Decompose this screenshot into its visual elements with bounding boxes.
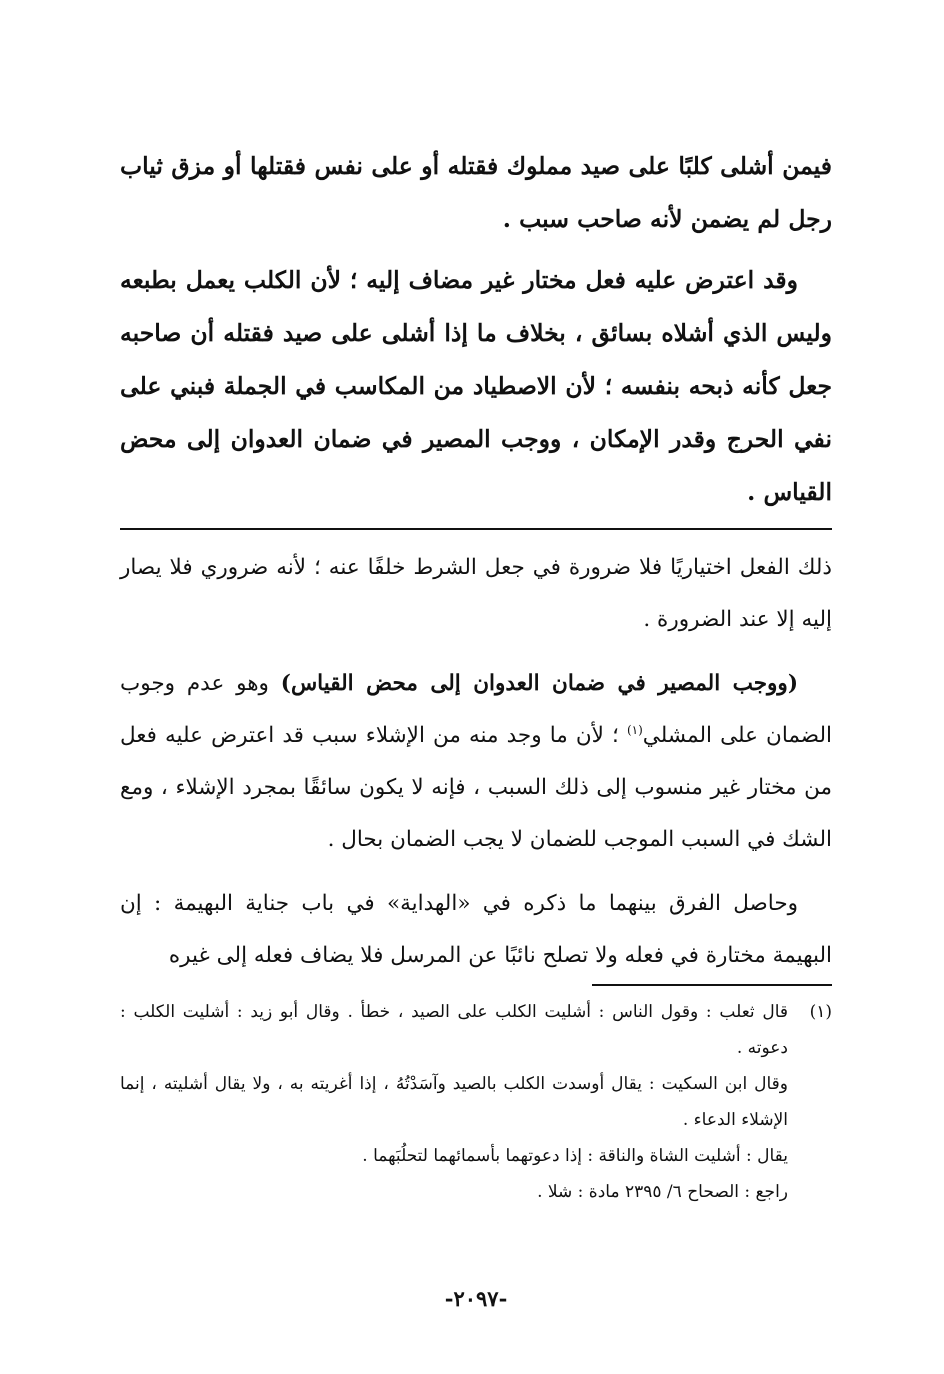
footnote-body: [120, 994, 788, 1210]
commentary-text-segment: وهو عدم وجوب الضمان على المشلي: [120, 671, 832, 748]
footnote-reference[interactable]: (١): [626, 722, 643, 737]
main-paragraph-1: فيمن أشلى كلبًا على صيد مملوك فقتله أو على نفس فقتلها أو مزق ثياب رجل لم يضمن لأنه صاحب سبب .: [120, 152, 832, 233]
footnote-line: وقال ابن السكيت : يقال أوسدت الكلب بالصيد وآسَدْتُهُ ، إذا أغريته به ، ولا يقال أشليته ، إنما الإشلاء الدعاء .: [120, 1074, 788, 1130]
footnote-divider: [592, 984, 832, 986]
commentary-paragraph-3: وحاصل الفرق بينهما ما ذكره في «الهداية» في باب جناية البهيمة : إن البهيمة مختارة في فعله ولا تصلح نائبًا عن المرسل فلا يضاف فعله إلى غيره: [120, 891, 832, 968]
commentary-text: [120, 542, 832, 994]
book-page: [120, 0, 832, 1374]
footnote-1: [120, 994, 832, 1210]
commentary-paragraph-1: ذلك الفعل اختياريًا فلا ضرورة في جعل الشرط خلفًا عنه ؛ لأنه ضروري فلا يصار إليه إلا عند الضرورة .: [120, 555, 832, 632]
footnote-line: راجع : الصحاح ٦/ ٢٣٩٥ مادة : شلا .: [537, 1182, 788, 1202]
footnote-line: يقال : أشليت الشاة والناقة : إذا دعوتهما بأسمائهما لتحلُبَهما .: [362, 1146, 788, 1166]
main-text: [120, 140, 832, 527]
text-divider: [120, 528, 832, 530]
page-number: -٢٠٩٧-: [444, 1286, 508, 1311]
footnote-line: قال ثعلب : وقول الناس : أشليت الكلب على الصيد ، خطأ . وقال أبو زيد : أشليت الكلب : دعوته .: [120, 1002, 788, 1058]
main-paragraph-2: وقد اعترض عليه فعل مختار غير مضاف إليه ؛ لأن الكلب يعمل بطبعه وليس الذي أشلاه بسائق ، بخلاف ما إذا أشلى على صيد فقتله أن صاحبه جعل كأنه ذبحه بنفسه ؛ لأن الاصطياد من المكاسب في الجملة فبني على نفي الحرج وقدر الإمكان ، ووجب المصير في ضمان العدوان إلى محض القياس .: [120, 266, 832, 506]
quoted-phrase: (ووجب المصير في ضمان العدوان إلى محض القياس): [280, 671, 798, 696]
commentary-text-segment: ؛ لأن ما وجد منه من الإشلاء سبب قد اعترض عليه فعل من مختار غير منسوب إلى ذلك السبب ، فإنه لا يكون سائقًا بمجرد الإشلاء ، ومع الشك في السبب الموجب للضمان لا يجب الضمان بحال .: [120, 723, 832, 852]
commentary-paragraph-2: [120, 658, 832, 866]
footnotes: [120, 994, 832, 1210]
footnote-number: (١): [809, 1002, 832, 1022]
